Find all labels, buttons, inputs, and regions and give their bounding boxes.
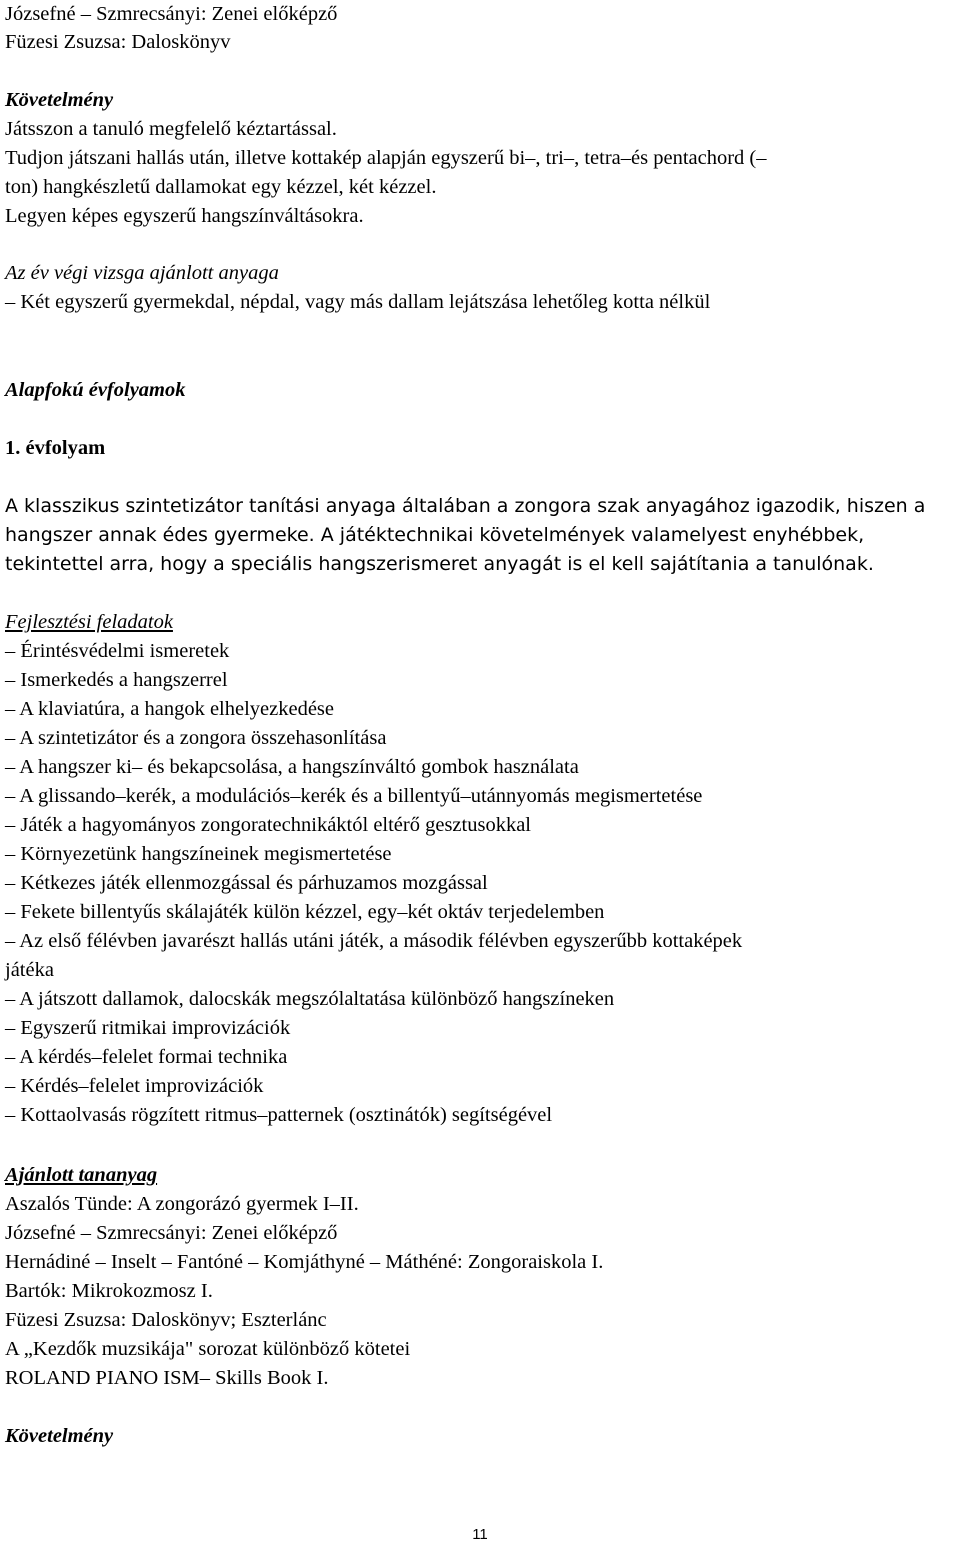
list-item: játéka [5,959,54,981]
list-item: – A szintetizátor és a zongora összehasonlítása [5,727,387,749]
list-item: – Az első félévben javarészt hallás utáni játék, a második félévben egyszerűbb kottaképek [5,930,743,952]
list-item: – A glissando–kerék, a modulációs–kerék és a billentyű–utánnyomás megismertetése [5,785,703,807]
list-item: – A játszott dallamok, dalocskák megszólaltatása különböző hangszíneken [5,988,615,1010]
list-item: – Ismerkedés a hangszerrel [5,669,228,691]
list-item: – Kétkezes játék ellenmozgással és párhuzamos mozgással [5,872,488,894]
tasks-list [5,637,742,1130]
page-number: 11 [472,1526,488,1543]
exam-line: – Két egyszerű gyermekdal, népdal, vagy más dallam lejátszása lehetőleg kotta nélkül [5,291,711,313]
list-item: – Játék a hagyományos zongoratechnikáktól eltérő gesztusokkal [5,814,532,836]
list-item: Bartók: Mikrokozmosz I. [5,1280,213,1302]
intro-line: Füzesi Zsuzsa: Daloskönyv [5,31,231,53]
tasks-heading: Fejlesztési feladatok [5,611,173,633]
list-item: – A hangszer ki– és bekapcsolása, a hangszínváltó gombok használata [5,756,579,778]
list-item: Aszalós Tünde: A zongorázó gyermek I–II. [5,1193,359,1215]
list-item: – Kottaolvasás rögzített ritmus–patternek (osztinátók) segítségével [5,1104,553,1126]
list-item: – Környezetünk hangszíneinek megismertetése [5,843,392,865]
list-item: Hernádiné – Inselt – Fantóné – Komjáthyné – Máthéné: Zongoraiskola I. [5,1251,604,1273]
list-item: – A kérdés–felelet formai technika [5,1046,288,1068]
intro-paragraph: A klasszikus szintetizátor tanítási anyaga általában a zongora szak anyagához igazodik, hiszen a hangszer annak édes gyermeke. A játéktechnikai követelmények valamelyest enyhébbek, tekintettel arra, hogy a speciális hangszerismeret anyagát is el kell sajátítania a tanulónak. [5,495,926,575]
requirement-line: Legyen képes egyszerű hangszínváltásokra. [5,205,364,227]
grade-title: 1. évfolyam [5,437,106,459]
list-item: – Érintésvédelmi ismeretek [5,640,230,662]
materials-list [5,1190,603,1393]
requirement-line: Játsszon a tanuló megfelelő kéztartással. [5,118,337,140]
list-item: A „Kezdők muzsikája" sorozat különböző kötetei [5,1338,411,1360]
list-item: – Kérdés–felelet improvizációk [5,1075,264,1097]
materials-heading: Ajánlott tananyag [5,1164,158,1186]
list-item: Füzesi Zsuzsa: Daloskönyv; Eszterlánc [5,1309,327,1331]
list-item: Józsefné – Szmrecsányi: Zenei előképző [5,1222,338,1244]
list-item: ROLAND PIANO ISM– Skills Book I. [5,1367,329,1389]
intro-line: Józsefné – Szmrecsányi: Zenei előképző [5,3,338,25]
list-item: – Egyszerű ritmikai improvizációk [5,1017,291,1039]
exam-heading: Az év végi vizsga ajánlott anyaga [5,262,279,284]
section-title: Alapfokú évfolyamok [5,379,186,401]
list-item: – Fekete billentyűs skálajáték külön kézzel, egy–két oktáv terjedelemben [5,901,605,923]
requirement-line: Tudjon játszani hallás után, illetve kottakép alapján egyszerű bi–, tri–, tetra–és pentachord (– [5,147,767,169]
list-item: – A klaviatúra, a hangok elhelyezkedése [5,698,335,720]
requirement-line: ton) hangkészletű dallamokat egy kézzel, két kézzel. [5,176,437,198]
requirement-heading: Követelmény [5,89,114,111]
requirement-heading: Követelmény [5,1425,114,1447]
